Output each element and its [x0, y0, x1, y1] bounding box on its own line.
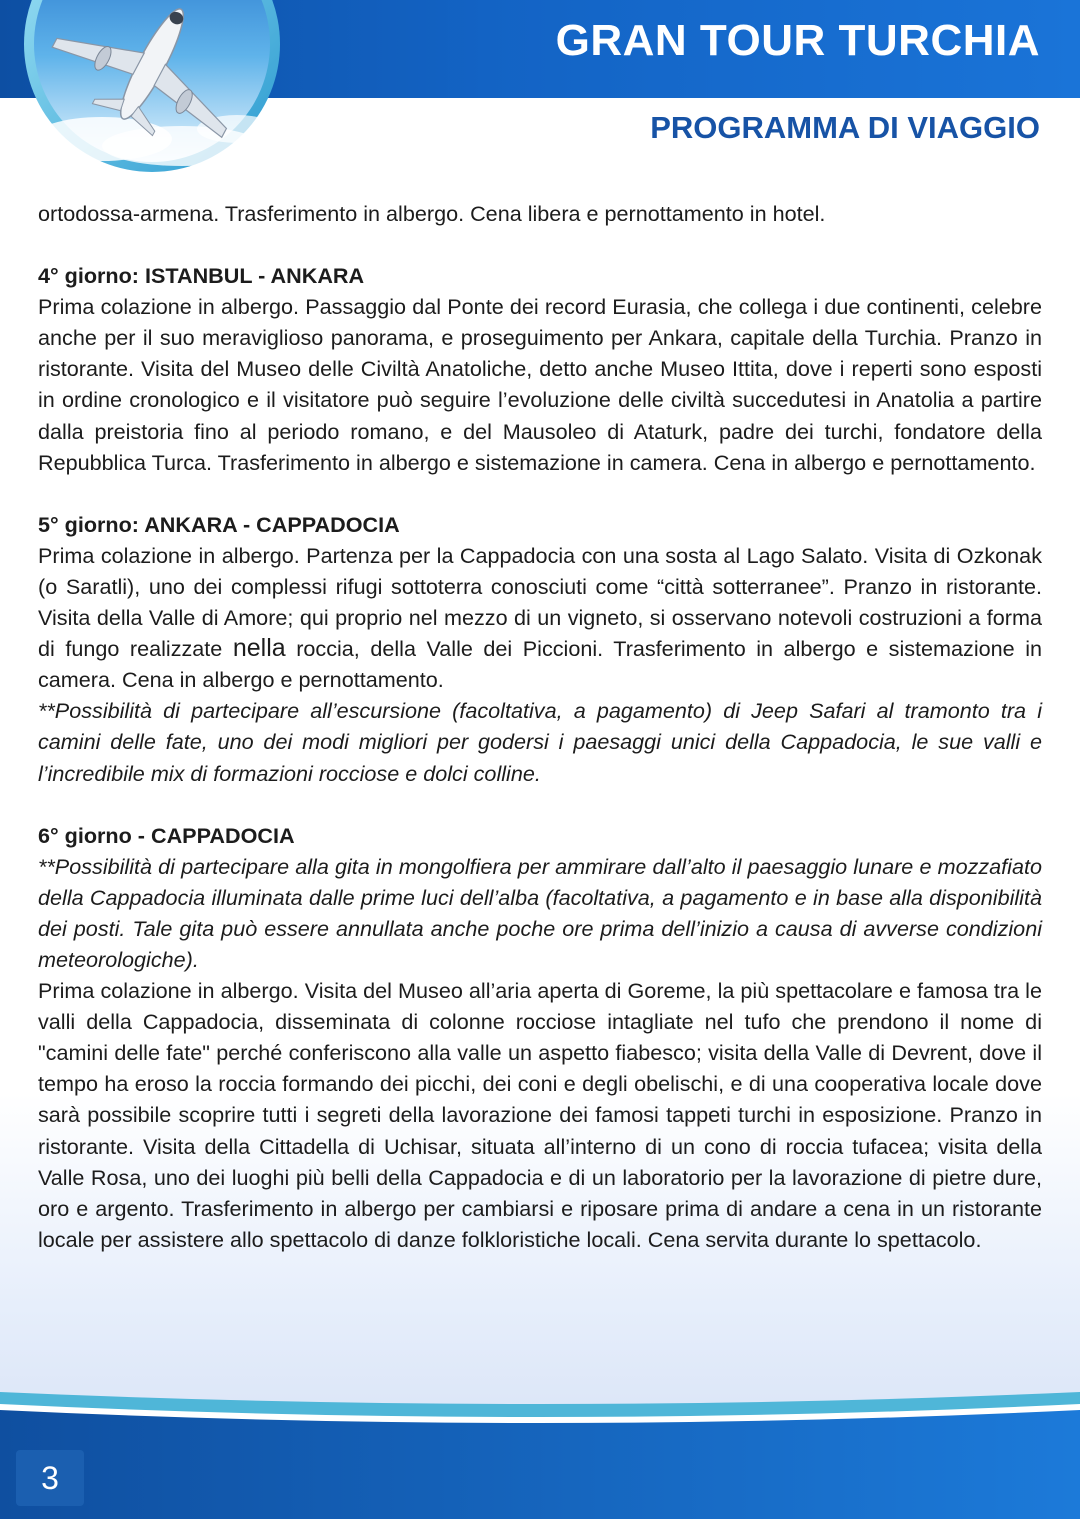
- airplane-logo-icon: [22, 0, 282, 174]
- day-6-title: 6° giorno - CAPPADOCIA: [38, 822, 295, 848]
- document-subtitle: PROGRAMMA DI VIAGGIO: [650, 110, 1040, 145]
- intro-paragraph: ortodossa-armena. Trasferimento in albergo. Cena libera e pernottamento in hotel.: [38, 201, 826, 226]
- spacer: [38, 478, 1042, 509]
- itinerary-content: [38, 198, 1042, 1255]
- document-title: GRAN TOUR TURCHIA: [555, 16, 1040, 65]
- day-5-text: [38, 540, 1042, 695]
- spacer: [38, 229, 1042, 260]
- day-5-text-part-2: roccia, della Valle dei Piccioni. Trasferimento in albergo e sistemazione in camera. Cena in albergo e pernottamento.: [38, 636, 1043, 693]
- page-number: 3: [16, 1450, 84, 1506]
- day-5-title: 5° giorno: ANKARA - CAPPADOCIA: [38, 511, 400, 537]
- spacer: [38, 789, 1042, 820]
- day-4-text: Prima colazione in albergo. Passaggio dal Ponte dei record Eurasia, che collega i due continenti, celebre anche per il suo meraviglioso panorama, e proseguimento per Ankara, capitale della Turchia. Pranzo in ristorante. Visita del Museo delle Civiltà Anatoliche, detto anche Museo Ittita, dove i reperti sono esposti in ordine cronologico e il visitatore può seguire l’evoluzione delle civiltà succedutesi in Anatolia a partire dalla preistoria fino al periodo romano, e del Mausoleo di Ataturk, padre dei turchi, fondatore della Repubblica Turca. Trasferimento in albergo e sistemazione in camera. Cena in albergo e pernottamento.: [38, 294, 1042, 475]
- footer-wave: [0, 1380, 1080, 1519]
- day-6-text: Prima colazione in albergo. Visita del Museo all’aria aperta di Goreme, la più spettacolare e famosa tra le valli della Cappadocia, disseminata di colonne rocciose intagliate nel tufo che prendono il nome di "camini delle fate" perché conferiscono alla valle un aspetto fiabesco; visita della Valle di Devrent, dove il tempo ha eroso la roccia formando dei picchi, dei coni e degli obelischi, e di una cooperativa locale dove sarà possibile scoprire tutti i segreti della lavorazione dei famosi tappeti turchi in esposizione. Pranzo in ristorante. Visita della Cittadella di Uchisar, situata all’interno di un cono di roccia tufacea; visita della Valle Rosa, uno dei luoghi più belli della Cappadocia e di un laboratorio per la lavorazione di pietre dure, oro e argento. Trasferimento in albergo per cambiarsi e riposare prima di andare a cena in un ristorante locale per assistere allo spettacolo di danze folkloristiche locali. Cena servita durante lo spettacolo.: [38, 978, 1042, 1252]
- day-5-text-large-word: nella: [232, 634, 286, 663]
- day-5-text-part-1: Prima colazione in albergo. Partenza per la Cappadocia con una sosta al Lago Salato. Visita di Ozkonak (o Saratli), uno dei complessi rifugi sottoterra conosciuti come “città sotterranee”. Pranzo in ristorante. Visita della Valle di Amore; qui proprio nel mezzo di un vigneto, si osservano notevoli costruzioni a forma di fungo realizzate: [38, 542, 1042, 662]
- day-4-title: 4° giorno: ISTANBUL - ANKARA: [38, 263, 365, 289]
- day-5-optional-note: **Possibilità di partecipare all’escursione (facoltativa, a pagamento) di Jeep Safari al tramonto tra i camini delle fate, uno dei modi migliori per godersi i paesaggi unici della Cappadocia, le sue valli e l’incredibile mix di formazioni rocciose e dolci colline.: [38, 698, 1042, 786]
- day-6-optional-note: **Possibilità di partecipare alla gita in mongolfiera per ammirare dall’alto il paesaggio lunare e mozzafiato della Cappadocia illuminata dalle prime luci dell’alba (facoltativa, a pagamento e in base alla disponibilità dei posti. Tale gita può essere annullata anche poche ore prima dell’inizio a causa di avverse condizioni meteorologiche).: [38, 853, 1042, 972]
